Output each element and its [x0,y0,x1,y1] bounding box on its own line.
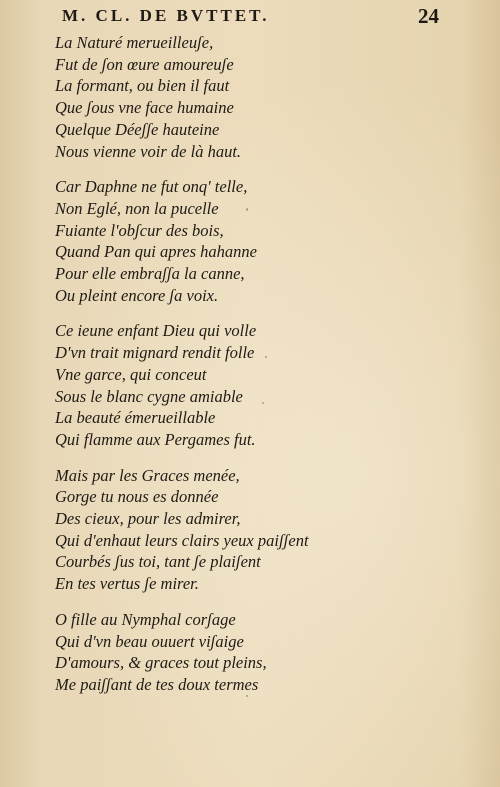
verse-line: Mais par les Graces menée, [55,465,240,485]
verse-line: La Naturé merueilleuʃe, [55,33,214,52]
verse-line: Quelque Déeʃʃe hauteine [55,119,220,139]
verse-line: En tes vertus ʃe mirer. [55,574,199,594]
verse-line: Courbés ʃus toi, tant ʃe plaiʃent [55,552,261,572]
verse-line: Gorge tu nous es donnée [55,487,219,507]
verse-line: Non Eglé, non la pucelle [55,198,219,218]
verse-line: Nous vienne voir de là haut. [55,141,242,161]
verse-line: Sous le blanc cygne amiable [55,386,243,406]
verse-line: Qui flamme aux Pergames fut. [55,429,256,449]
verse-line: Que ʃous vne face humaine [55,98,234,118]
page-header [0,4,500,32]
stanza [55,465,485,595]
verse-line: Ou pleint encore ʃa voix. [55,285,219,305]
verse-line: La beauté émerueillable [55,408,216,428]
verse-line: Vne garce, qui conceut [55,364,207,384]
paper-speck [246,208,248,211]
verse-line: Me paiʃʃant de tes doux termes [55,674,259,694]
stanza [55,32,485,162]
running-title: M. CL. DE BVTTET. [62,6,270,25]
stanza [55,609,485,696]
verse-line: D'amours, & graces tout pleins, [55,653,267,673]
verse-line: Fut de ʃon œure amoureuʃe [55,54,234,74]
verse-line: O fille au Nymphal corʃage [55,609,236,629]
verse-line: Pour elle embraʃʃa la canne, [55,264,245,284]
page-number: 24 [418,4,439,28]
paper-speck [246,695,248,697]
verse-line: Fuiante l'obʃcur des bois, [55,220,224,240]
stanza [55,320,485,450]
verse-line: Ce ieune enfant Dieu qui volle [55,321,257,341]
verse-line: D'vn trait mignard rendit folle [55,343,255,363]
verse-line: Qui d'enhaut leurs clairs yeux paiʃʃent [55,530,309,550]
stanza [55,176,485,306]
verse-line: Car Daphne ne fut onq' telle, [55,177,248,197]
verse-line: Des cieux, pour les admirer, [55,509,241,529]
paper-speck [262,402,264,404]
verse-line: Quand Pan qui apres hahanne [55,242,257,262]
verse-line: Qui d'vn beau ouuert viʃaige [55,631,244,651]
verse-line: La formant, ou bien il faut [55,76,230,96]
paper-speck [265,356,267,358]
poem-text [55,32,485,710]
